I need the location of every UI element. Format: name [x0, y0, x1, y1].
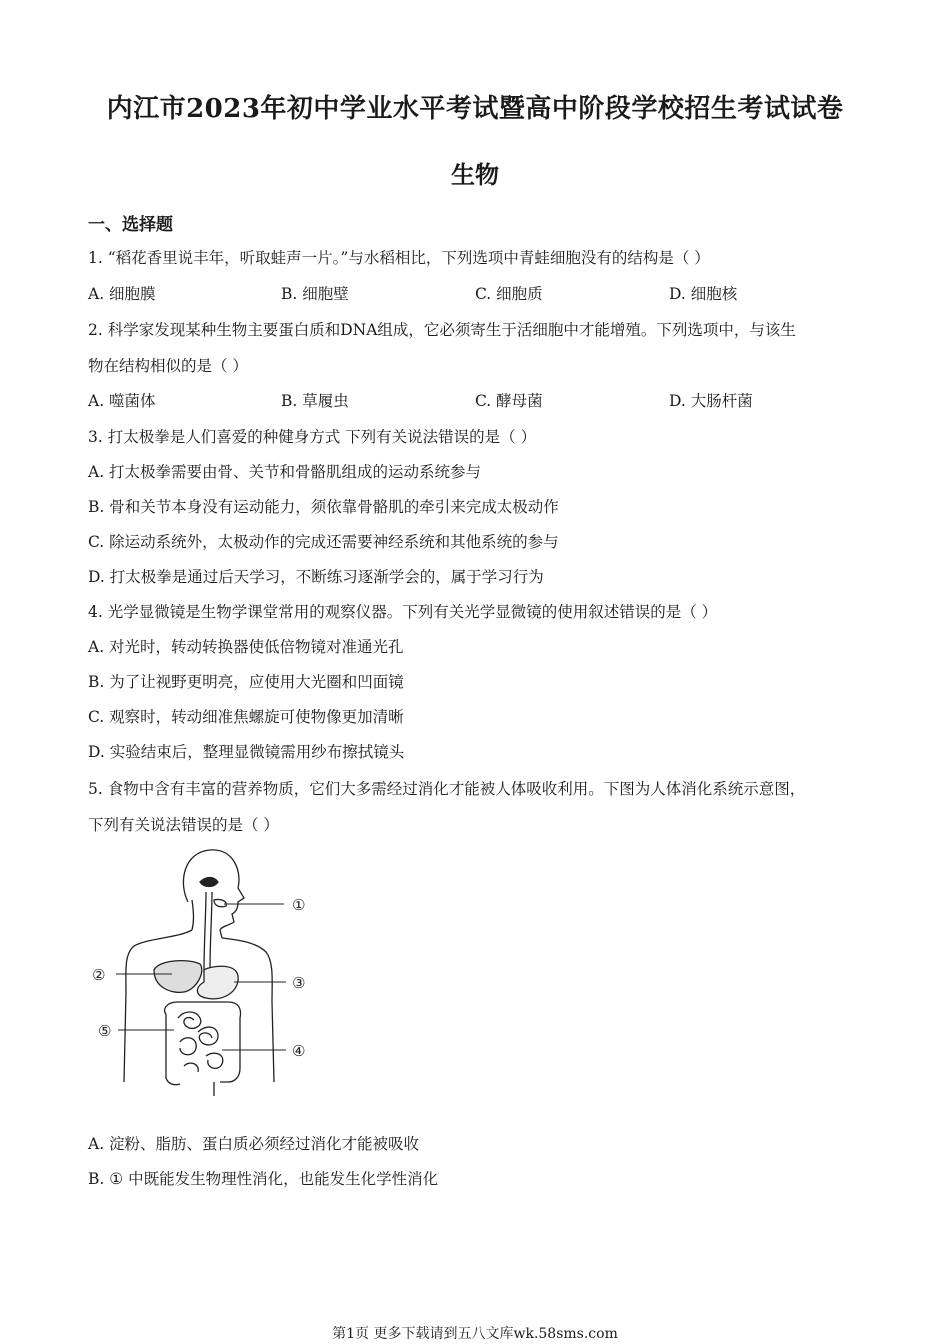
exam-subject: 生物: [451, 160, 499, 189]
option-b: B. 细胞壁: [281, 285, 349, 303]
question-3-option-a: A. 打太极拳需要由骨、关节和骨骼肌组成的运动系统参与: [88, 463, 482, 481]
option-b: B. 草履虫: [281, 392, 349, 410]
option-c: C. 细胞质: [475, 285, 543, 303]
question-4-option-a: A. 对光时，转动转换器使低倍物镜对准通光孔: [88, 638, 404, 656]
question-5-option-a: A. 淀粉、脂肪、蛋白质必须经过消化才能被吸收: [88, 1135, 420, 1153]
question-3-option-d: D. 打太极拳是通过后天学习，不断练习逐渐学会的，属于学习行为: [88, 568, 544, 586]
question-3-option-c: C. 除运动系统外，太极动作的完成还需要神经系统和其他系统的参与: [88, 533, 559, 551]
option-d: D. 细胞核: [669, 285, 738, 303]
question-4-option-c: C. 观察时，转动细准焦螺旋可使物像更加清晰: [88, 708, 404, 726]
question-5-option-b: B. ① 中既能发生物理性消化，也能发生化学性消化: [88, 1170, 439, 1188]
figure-label-1: ①: [292, 896, 306, 914]
question-2-stem-line2: 物在结构相似的是（ ）: [88, 357, 248, 375]
question-4-option-b: B. 为了让视野更明亮，应使用大光圈和凹面镜: [88, 673, 404, 691]
figure-label-5: ⑤: [98, 1022, 112, 1040]
question-5-stem-line2: 下列有关说法错误的是（ ）: [88, 816, 279, 834]
question-4-option-d: D. 实验结束后，整理显微镜需用纱布擦拭镜头: [88, 743, 405, 761]
option-d: D. 大肠杆菌: [669, 392, 753, 410]
section-heading: 一、选择题: [88, 215, 173, 235]
question-1-stem: 1. “稻花香里说丰年，听取蛙声一片。”与水稻相比，下列选项中青蛙细胞没有的结构是（ ）: [88, 249, 710, 267]
question-3-stem: 3. 打太极拳是人们喜爱的种健身方式 下列有关说法错误的是（ ）: [88, 428, 537, 446]
option-c: C. 酵母菌: [475, 392, 543, 410]
figure-label-3: ③: [292, 974, 306, 992]
question-2-stem-line1: 2. 科学家发现某种生物主要蛋白质和DNA组成，它必须寄生于活细胞中才能增殖。下列选项中，与该生: [88, 321, 796, 339]
question-4-stem: 4. 光学显微镜是生物学课堂常用的观察仪器。下列有关光学显微镜的使用叙述错误的是（ ）: [88, 603, 718, 621]
question-1-options: [88, 282, 868, 304]
option-a: A. 细胞膜: [88, 285, 156, 303]
question-3-option-b: B. 骨和关节本身没有运动能力，须依靠骨骼肌的牵引来完成太极动作: [88, 498, 559, 516]
digestive-system-figure: [88, 842, 318, 1100]
digestive-system-diagram: [88, 842, 318, 1100]
question-2-options: [88, 389, 868, 411]
exam-title: 内江市2023年初中学业水平考试暨高中阶段学校招生考试试卷: [106, 94, 844, 124]
page-footer: 第1页 更多下载请到五八文库wk.58sms.com: [332, 1326, 618, 1342]
figure-label-2: ②: [92, 966, 106, 984]
figure-label-4: ④: [292, 1042, 306, 1060]
question-5-stem-line1: 5. 食物中含有丰富的营养物质，它们大多需经过消化才能被人体吸收利用。下图为人体消化系统示意图，: [88, 780, 806, 798]
option-a: A. 噬菌体: [88, 392, 156, 410]
